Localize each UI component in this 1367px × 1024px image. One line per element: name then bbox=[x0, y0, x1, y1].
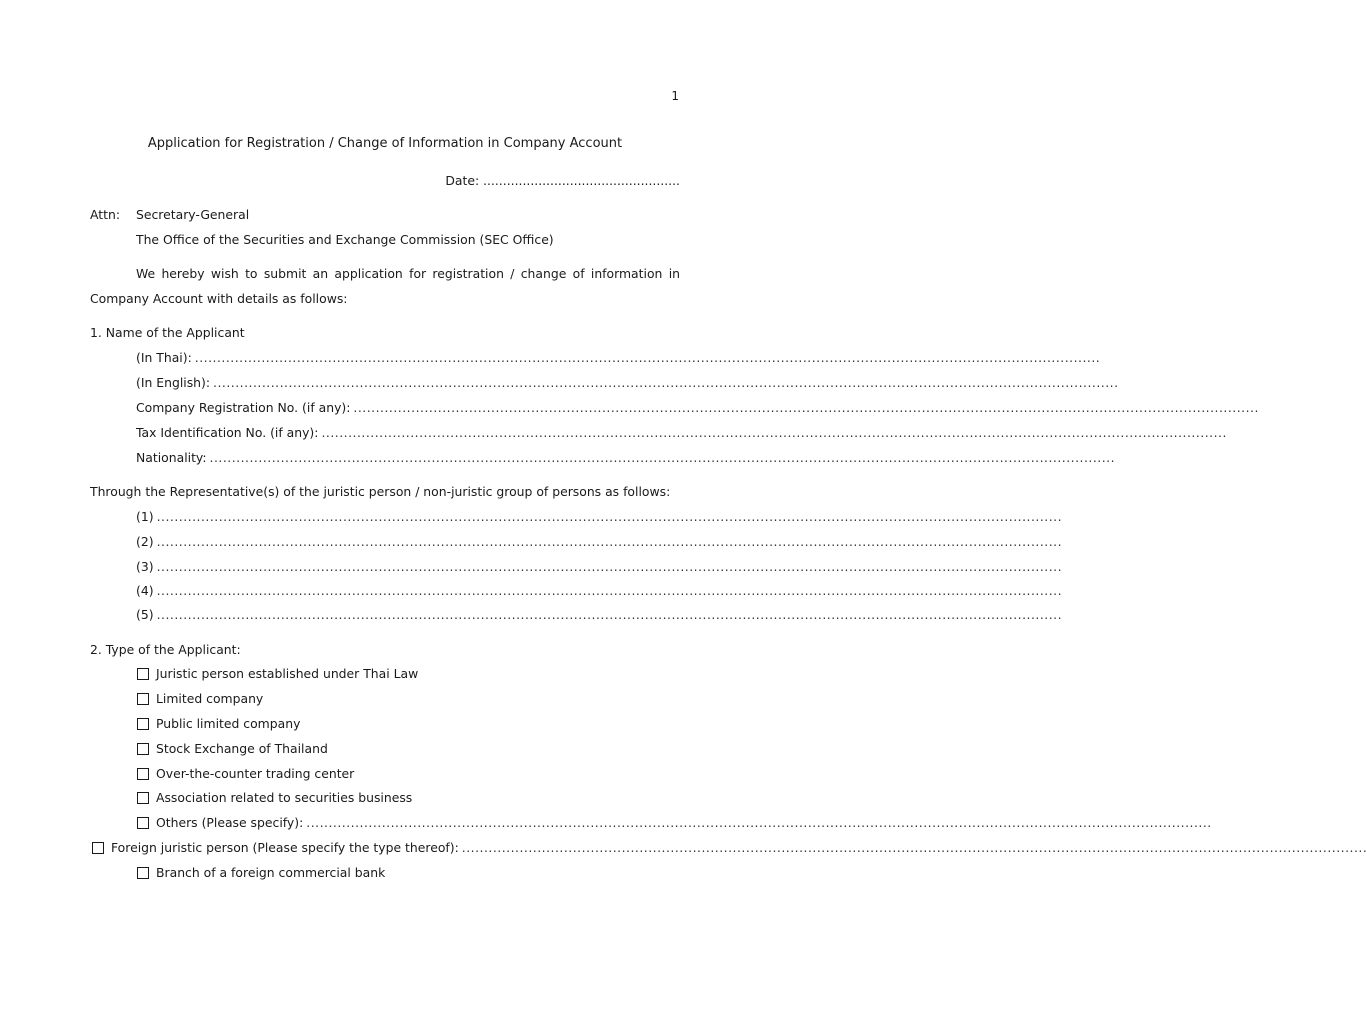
checkbox[interactable] bbox=[137, 718, 149, 730]
representative-3[interactable] bbox=[136, 559, 1063, 574]
checkbox[interactable] bbox=[137, 792, 149, 804]
option-public-limited-company[interactable] bbox=[137, 716, 300, 731]
fill-in-line[interactable]: ............................................................................................................................................................................................................ bbox=[213, 375, 1119, 390]
field-label: Company Registration No. (if any): bbox=[136, 400, 351, 415]
attn-recipient: Secretary-General bbox=[136, 207, 250, 222]
field-tax-id[interactable] bbox=[136, 425, 1227, 440]
attn-label: Attn: bbox=[90, 207, 121, 222]
field-name-thai[interactable] bbox=[136, 350, 1101, 365]
checkbox[interactable] bbox=[137, 817, 149, 829]
fill-in-line[interactable]: ............................................................................................................................................................................................................ bbox=[306, 815, 1212, 830]
representative-4[interactable] bbox=[136, 583, 1063, 598]
field-label: (In Thai): bbox=[136, 350, 192, 365]
fill-in-line[interactable]: ............................................................................................................................................................................................................ bbox=[156, 607, 1063, 622]
intro-line-2: Company Account with details as follows: bbox=[90, 291, 348, 306]
representative-2[interactable] bbox=[136, 534, 1063, 549]
fill-in-line[interactable]: ............................................................................................................................................................................................................ bbox=[461, 840, 1367, 855]
representative-1[interactable] bbox=[136, 509, 1063, 524]
rep-number: (1) bbox=[136, 509, 154, 524]
checkbox[interactable] bbox=[92, 842, 104, 854]
option-label: Over-the-counter trading center bbox=[156, 766, 355, 781]
option-otc-center[interactable] bbox=[137, 766, 354, 781]
fill-in-line[interactable]: ............................................................................................................................................................................................................ bbox=[209, 450, 1116, 465]
fill-in-line[interactable]: ............................................................................................................................................................................................................ bbox=[156, 559, 1063, 574]
representative-5[interactable] bbox=[136, 607, 1063, 622]
fill-in-line[interactable]: ............................................................................................................................................................................................................ bbox=[194, 350, 1101, 365]
rep-number: (3) bbox=[136, 559, 154, 574]
option-label: Public limited company bbox=[156, 716, 301, 731]
fill-in-line[interactable]: ............................................................................................................................................................................................................ bbox=[156, 534, 1063, 549]
fill-in-line[interactable]: ............................................................................................................................................................................................................ bbox=[321, 425, 1227, 440]
option-label: Branch of a foreign commercial bank bbox=[156, 865, 386, 880]
option-label: Foreign juristic person (Please specify the type thereof): bbox=[111, 840, 459, 855]
rep-number: (4) bbox=[136, 583, 154, 598]
checkbox[interactable] bbox=[137, 668, 149, 680]
option-securities-association[interactable] bbox=[137, 790, 412, 805]
representatives-intro: Through the Representative(s) of the juristic person / non-juristic group of persons as follows: bbox=[90, 484, 671, 499]
intro-line-1: We hereby wish to submit an application for registration / change of information in bbox=[136, 266, 680, 281]
fill-in-line[interactable]: ............................................................................................................................................................................................................ bbox=[156, 509, 1063, 524]
checkbox[interactable] bbox=[137, 743, 149, 755]
intro-paragraph bbox=[90, 266, 680, 281]
option-others[interactable] bbox=[137, 815, 1212, 830]
option-label: Juristic person established under Thai Law bbox=[156, 666, 419, 681]
section-2-heading: 2. Type of the Applicant: bbox=[90, 642, 241, 657]
field-name-english[interactable] bbox=[136, 375, 1119, 390]
field-label: Nationality: bbox=[136, 450, 207, 465]
field-nationality[interactable] bbox=[136, 450, 1116, 465]
option-limited-company[interactable] bbox=[137, 691, 263, 706]
rep-number: (5) bbox=[136, 607, 154, 622]
option-label: Limited company bbox=[156, 691, 264, 706]
document-title: Application for Registration / Change of Information in Company Account bbox=[147, 136, 623, 151]
checkbox[interactable] bbox=[137, 867, 149, 879]
option-foreign-bank-branch[interactable] bbox=[137, 865, 385, 880]
field-label: Tax Identification No. (if any): bbox=[136, 425, 319, 440]
field-label: (In English): bbox=[136, 375, 211, 390]
page-number: 1 bbox=[671, 89, 679, 103]
option-label: Others (Please specify): bbox=[156, 815, 304, 830]
field-company-registration[interactable] bbox=[136, 400, 1259, 415]
rep-number: (2) bbox=[136, 534, 154, 549]
option-stock-exchange[interactable] bbox=[137, 741, 328, 756]
option-thai-juristic[interactable] bbox=[137, 666, 418, 681]
section-1-heading: 1. Name of the Applicant bbox=[90, 325, 245, 340]
date-field[interactable]: Date: .................................................. bbox=[445, 173, 680, 188]
fill-in-line[interactable]: ............................................................................................................................................................................................................ bbox=[353, 400, 1259, 415]
option-label: Stock Exchange of Thailand bbox=[156, 741, 328, 756]
attn-organization: The Office of the Securities and Exchange Commission (SEC Office) bbox=[136, 232, 554, 247]
fill-in-line[interactable]: ............................................................................................................................................................................................................ bbox=[156, 583, 1063, 598]
checkbox[interactable] bbox=[137, 693, 149, 705]
option-foreign-juristic[interactable] bbox=[92, 840, 1367, 855]
option-label: Association related to securities business bbox=[156, 790, 413, 805]
checkbox[interactable] bbox=[137, 768, 149, 780]
